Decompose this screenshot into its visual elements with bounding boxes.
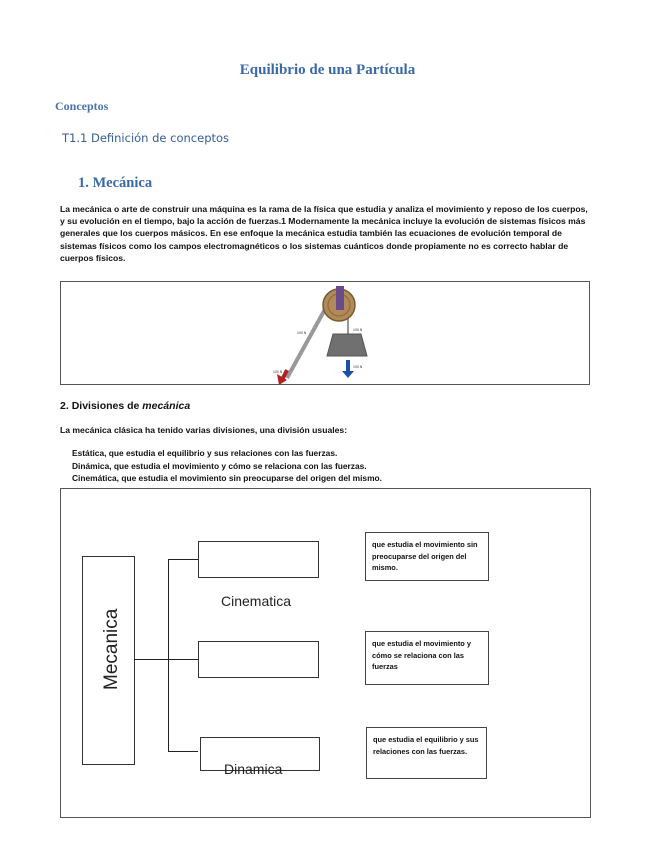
heading-divisiones — [60, 400, 190, 412]
pulley-axle — [336, 286, 344, 310]
connector-branch-3 — [168, 751, 198, 752]
connector-branch-1 — [168, 559, 198, 560]
paragraph-divisiones: La mecánica clásica ha tenido varias divisiones, una división usuales: — [60, 425, 348, 435]
heading2-number: 2. — [60, 400, 69, 412]
heading2-emphasis: mecánica — [142, 400, 191, 412]
label-right-arrow: 100 N — [353, 365, 363, 369]
connector-trunk — [168, 559, 169, 752]
division-item-dinamica: Dinámica, que estudia el movimiento y cómo se relaciona con las fuerzas. — [72, 460, 367, 471]
division-item-cinematica: Cinemática, que estudia el movimiento sin preocuparse del origen del mismo. — [72, 473, 382, 483]
description-estatica: que estudia el equilibrio y sus relaciones con las fuerzas. — [366, 727, 487, 779]
label-left-rope: 100 N — [297, 331, 307, 335]
hanging-weight — [327, 334, 367, 356]
branch-label-dinamica: Dinamica — [224, 761, 283, 777]
branch-box-1 — [198, 541, 319, 578]
arrow-right-shaft — [346, 360, 350, 372]
section-label: Conceptos — [55, 99, 109, 113]
branch-label-cinematica: Cinematica — [221, 593, 292, 609]
document-title: Equilibrio de una Partícula — [239, 62, 416, 78]
division-item-estatica: Estática, que estudia el equilibrio y sus relaciones con las fuerzas. — [72, 448, 338, 458]
arrow-right-head — [342, 371, 354, 378]
heading-number: 1. — [78, 175, 89, 191]
pulley-figure — [60, 281, 590, 385]
heading-mecanica — [78, 175, 152, 192]
connector-branch-2 — [168, 659, 198, 660]
description-dinamica: que estudia el movimiento y cómo se relaciona con las fuerzas — [365, 631, 489, 685]
rope-left — [287, 302, 329, 378]
paragraph-mecanica: La mecánica o arte de construir una máquina es la rama de la física que estudia y analiza el movimiento y reposo de los cuerpos, y su evolución en el tiempo, bajo la acción de fuerzas.1 Modernamente la mecánica incluye la evolución de sistemas físicos más generales que los cuerpos másicos. En ese enfoque la mecánica estudia también las ecuaciones de evolución temporal de sistemas físicos como los campos electromagnéticos o los sistemas cuánticos donde propiamente no es correcto hablar de cuerpos físicos. — [60, 204, 588, 263]
divisions-diagram — [60, 488, 591, 818]
pulley-illustration — [61, 282, 589, 384]
divisions-list — [72, 447, 382, 485]
branch-box-2 — [198, 641, 319, 678]
subsection-heading: T1.1 Definición de conceptos — [62, 131, 230, 145]
heading-text: Mecánica — [92, 175, 153, 191]
root-node-box — [82, 556, 135, 765]
connector-root — [134, 659, 169, 660]
heading2-text: Divisiones de — [71, 400, 143, 412]
root-node-label: Mecanica — [101, 608, 122, 690]
label-right-rope: 100 N — [353, 328, 363, 332]
label-left-arrow: 100 N — [273, 370, 283, 374]
description-cinematica: que estudia el movimiento sin preocuparse del origen del mismo. — [365, 532, 489, 581]
